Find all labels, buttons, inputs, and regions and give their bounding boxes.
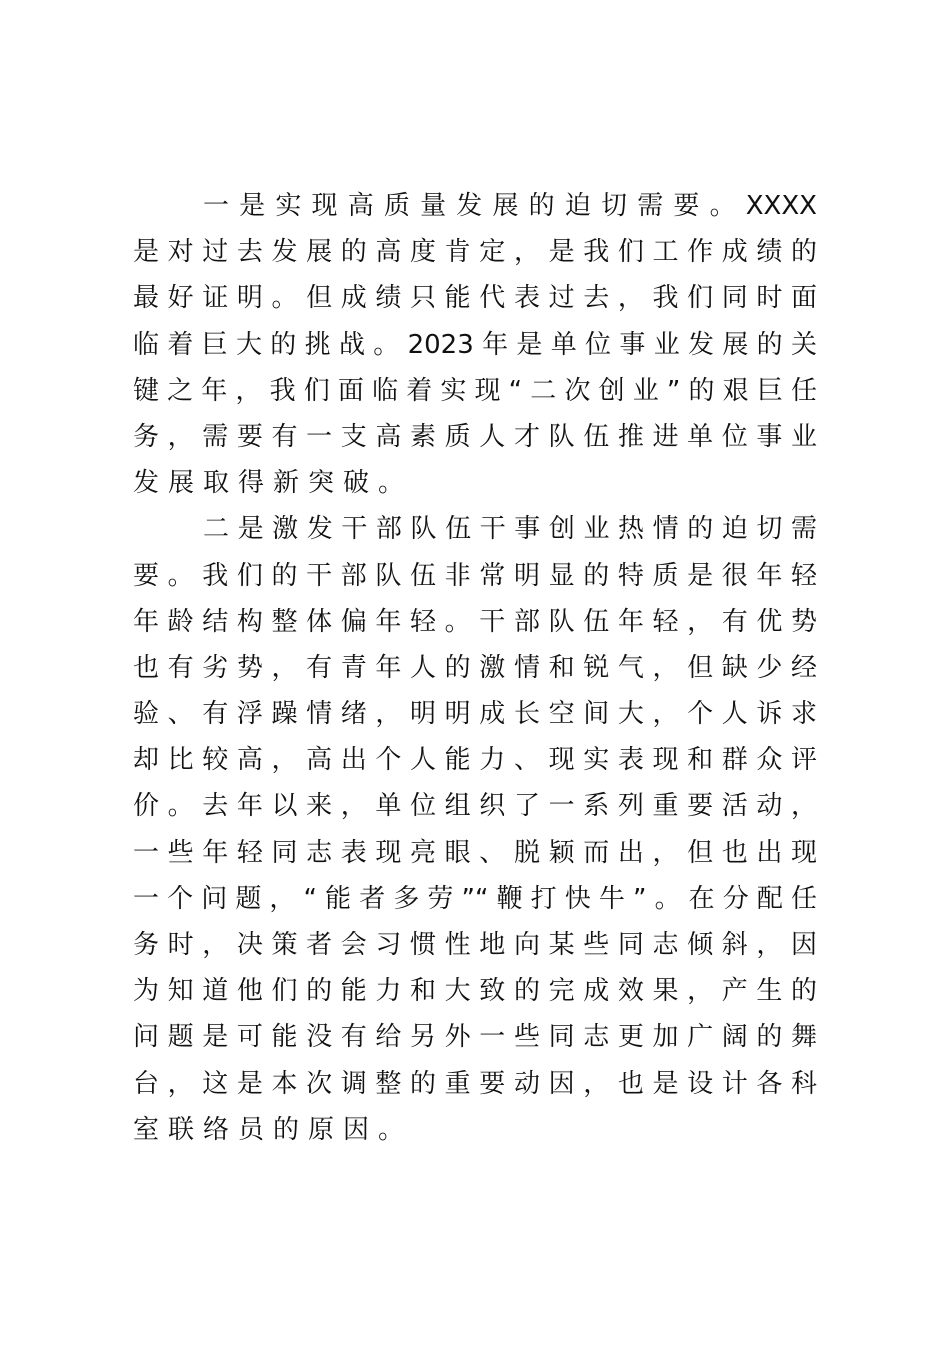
paragraph-2 — [133, 506, 817, 1153]
paragraph-line: 却比较高，高出个人能力、现实表现和群众评 — [133, 745, 817, 776]
paragraph-line: 台，这是本次调整的重要动因，也是设计各科 — [133, 1068, 817, 1099]
paragraph-line: 一个问题，“能者多劳”“鞭打快牛”。在分配任 — [133, 883, 817, 914]
paragraph-line: 务，需要有一支高素质人才队伍推进单位事业 — [133, 421, 817, 452]
document-body — [133, 183, 817, 1153]
paragraph-line: 二是激发干部队伍干事创业热情的迫切需 — [203, 514, 817, 545]
paragraph-line: 年龄结构整体偏年轻。干部队伍年轻，有优势 — [133, 606, 817, 637]
paragraph-line: 最好证明。但成绩只能代表过去，我们同时面 — [133, 283, 817, 314]
paragraph-line: 验、有浮躁情绪，明明成长空间大，个人诉求 — [133, 699, 817, 730]
paragraph-line: 一些年轻同志表现亮眼、脱颖而出，但也出现 — [133, 837, 817, 868]
paragraph-line: 务时，决策者会习惯性地向某些同志倾斜，因 — [133, 930, 817, 960]
paragraph-1 — [133, 183, 817, 506]
paragraph-line: 一是实现高质量发展的迫切需要。XXXX — [203, 191, 817, 221]
paragraph-line: 为知道他们的能力和大致的完成效果，产生的 — [133, 976, 817, 1007]
paragraph-line: 问题是可能没有给另外一些同志更加广阔的舞 — [133, 1022, 817, 1053]
paragraph-line: 价。去年以来，单位组织了一系列重要活动， — [133, 791, 817, 822]
paragraph-line: 是对过去发展的高度肯定，是我们工作成绩的 — [133, 237, 817, 268]
paragraph-line: 键之年，我们面临着实现“二次创业”的艰巨任 — [133, 375, 817, 406]
paragraph-line: 临着巨大的挑战。2023年是单位事业发展的关 — [133, 329, 817, 360]
paragraph-line: 室联络员的原因。 — [133, 1114, 414, 1145]
paragraph-line: 也有劣势，有青年人的激情和锐气，但缺少经 — [133, 652, 817, 683]
paragraph-line: 要。我们的干部队伍非常明显的特质是很年轻 — [133, 560, 817, 591]
paragraph-line: 发展取得新突破。 — [133, 468, 414, 499]
